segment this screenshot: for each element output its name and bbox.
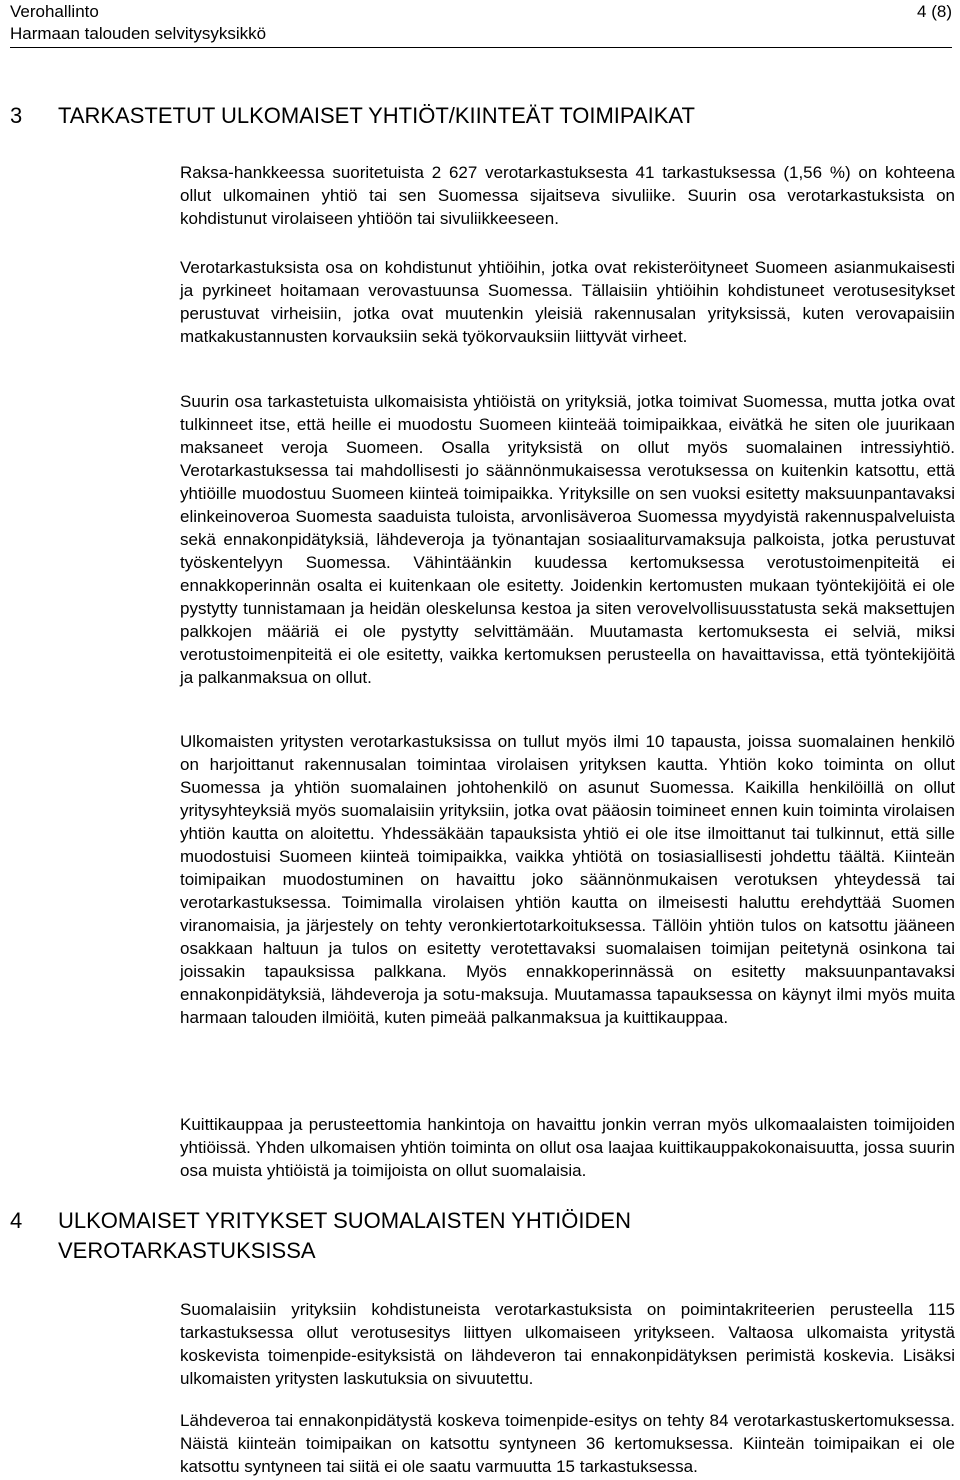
section-3-paragraph-2: Verotarkastuksista osa on kohdistunut yhtiöihin, jotka ovat rekisteröityneet Suomeen asianmukaisesti ja pyrkineet hoitamaan verovastuunsa Suomessa. Tällaisiin yhtiöihin kohdistuneet verotusesitykset perustuvat virheisiin, jotka ovat muutenkin yleisiä rakennusalan yrityksissä, kuten verovapaisiin matkakustannusten korvauksiin sekä työkorvauksiin liittyvät virheet. (180, 258, 955, 346)
section-4-paragraph-1: Suomalaisiin yrityksiin kohdistuneista verotarkastuksista on poimintakriteerien perusteella 115 tarkastuksessa ollut verotusesitys liittyen ulkomaiseen yritykseen. Valtaosa ulkomaista yritystä koskevista toimenpide-esityksistä on lähdeveron tai ennakonpidätyksen perimistä koskevia. Lisäksi ulkomaisten yritysten laskutuksia on sivuutettu. (180, 1300, 955, 1388)
section-3-title: TARKASTETUT ULKOMAISET YHTIÖT/KIINTEÄT TOIMIPAIKAT (58, 103, 695, 128)
section-3-heading (10, 101, 938, 131)
section-3-paragraph-1: Raksa-hankkeessa suoritetuista 2 627 verotarkastuksesta 41 tarkastuksessa (1,56 %) on kohteena ollut ulkomainen yhtiö tai sen Suomessa sijaitseva sivuliike. Suurin osa verotarkastuksista on kohdistunut virolaiseen yhtiöön tai sivuliikkeeseen. (180, 163, 955, 228)
header-divider (10, 47, 952, 48)
unit-name: Harmaan talouden selvitysyksikkö (10, 24, 267, 43)
section-4-number: 4 (10, 1208, 23, 1233)
section-3-paragraph-5: Kuittikauppaa ja perusteettomia hankintoja on havaittu jonkin verran myös ulkomaalaisten toimijoiden yhtiöissä. Yhden ulkomaisen yhtiön toiminta on ollut osa laajaa kuittikauppakokonaisuutta, jossa suurin osa muista yhtiöistä ja toimijoista on ollut suomalaisia. (180, 1115, 955, 1180)
section-3-paragraph-3: Suurin osa tarkastetuista ulkomaisista yhtiöistä on yrityksiä, jotka toimivat Suomessa, mutta jotka ovat tulkinneet itse, että heille ei muodostu Suomeen kiinteää toimipaikkaa, eivätkä he siten ole juurikaan maksaneet veroja Suomeen. Osalla yrityksistä on ollut myös suomalainen intressiyhtiö. Verotarkastuksessa tai mahdollisesti jo säännönmukaisessa verotuksessa on kuitenkin katsottu, että yhtiöille muodostuu Suomeen kiinteä toimipaikka. Yrityksille on sen vuoksi esitetty maksuunpantavaksi elinkeinoveroa Suomesta saaduista tuloista, arvonlisäveroa Suomessa myydyistä rakennuspalveluista sekä ennakonpidätyksiä, lähdeveroja ja työnantajan sosiaaliturvamaksuja palkoista, jotka perustuvat työskentelyyn Suomessa. Vähintäänkin kuudessa kertomuksessa verotustoimenpiteitä ei ennakkoperinnän osalta ei kuitenkaan ole esitetty. Joidenkin kertomusten mukaan työntekijöitä ei ole pystytty tunnistamaan ja heidän oleskelunsa kestoa ja siten verovelvollisuusstatusta sekä maksettujen palkkojen määriä ei ole pystytty selvittämään. Muutamasta kertomuksesta ei selviä, miksi verotustoimenpiteitä ei ole esitetty, vaikka kertomuksen perusteella on havaittavissa, että työntekijöitä ja palkanmaksua on ollut. (180, 392, 955, 687)
organization-name: Verohallinto (10, 2, 99, 21)
page-header (10, 0, 952, 50)
section-4-heading (10, 1206, 858, 1266)
section-4-paragraph-2: Lähdeveroa tai ennakonpidätystä koskeva toimenpide-esitys on tehty 84 verotarkastuskertomuksessa. Näistä kiinteän toimipaikan on katsottu syntyneen 36 kertomuksessa. Kiinteän toimipaikan ei ole katsottu syntyneen tai siitä ei ole saatu varmuutta 15 tarkastuksessa. (180, 1411, 955, 1476)
page-number: 4 (8) (917, 2, 952, 21)
section-3-paragraph-4: Ulkomaisten yritysten verotarkastuksissa on tullut myös ilmi 10 tapausta, joissa suomalainen henkilö on harjoittanut rakennusalan toimintaa virolaisen yrityksen kautta. Yhtiön koko toiminta on ollut Suomessa ja yhtiön suomalainen johtohenkilö on asunut Suomessa. Kaikilla henkilöillä on ollut yritysyhteyksiä myös suomalaisiin yrityksiin, jotka ovat pääosin toimineet ennen kuin toiminta virolaisen yhtiön kautta on aloitettu. Yhdessäkään tapauksista yhtiö ei ole itse ilmoittanut tai tulkinnut, että sille muodostuisi Suomeen kiinteä toimipaikka, vaikka yhtiötä on tosiasiallisesti johdettu täältä. Kiinteän toimipaikan muodostuminen on havaittu joko säännönmukaisen verotuksen yhteydessä tai verotarkastuksessa. Toimimalla virolaisen yhtiön kautta on ilmeisesti haluttu erehdyttää Suomen viranomaisia, ja järjestely on tehty veronkiertotarkoituksessa. Tällöin yhtiön tulos on katsottu jääneen osakkaan haltuun ja tulos on esitetty verotettavaksi suomalaisen toimijan peitetynä osinkona tai joissakin tapauksissa palkkana. Myös ennakkoperinnässä on esitetty maksuunpantavaksi ennakonpidätyksiä, lähdeveroja ja sotu-maksuja. Muutamassa tapauksessa on käynyt ilmi myös muita harmaan talouden ilmiöitä, kuten pimeää palkanmaksua ja kuittikauppaa. (180, 732, 955, 1027)
section-3-number: 3 (10, 103, 23, 128)
section-4-title: ULKOMAISET YRITYKSET SUOMALAISTEN YHTIÖIDEN VEROTARKASTUKSISSA (58, 1208, 631, 1263)
